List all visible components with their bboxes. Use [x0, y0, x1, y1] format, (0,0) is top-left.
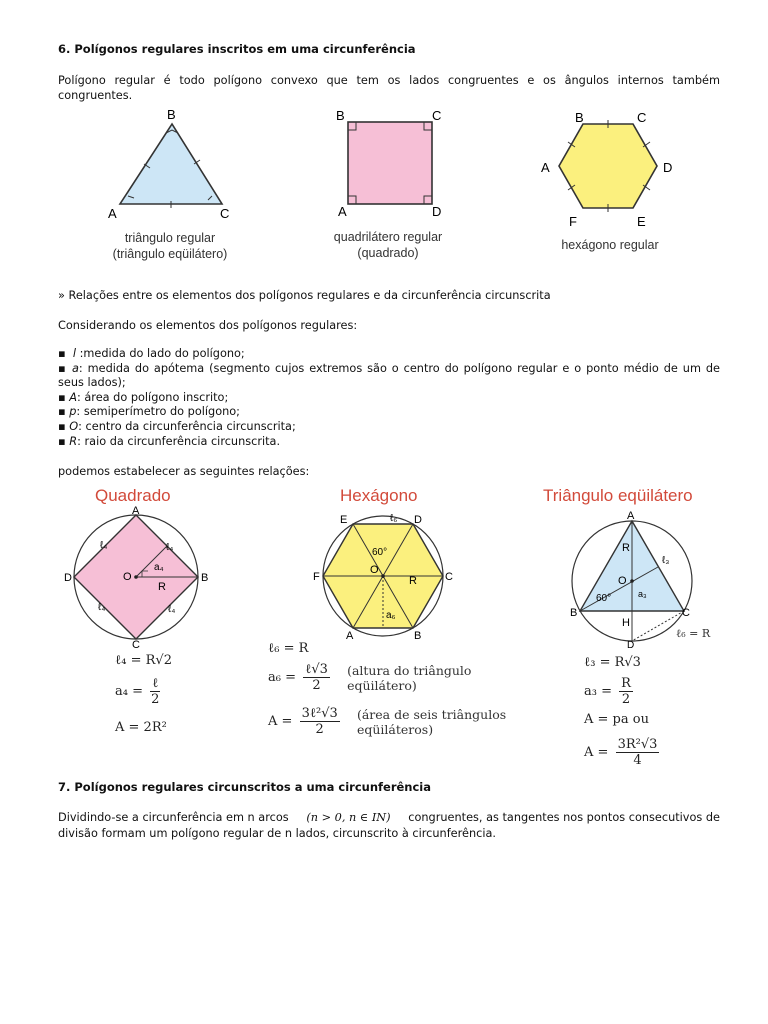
- triangulo-label-a: A: [627, 510, 635, 522]
- quadrado-title: Quadrado: [95, 486, 171, 505]
- hexagon-label-e: E: [637, 214, 646, 229]
- triangle-shape: [120, 124, 222, 204]
- hexagono-title: Hexágono: [340, 486, 418, 505]
- triangulo-label-o: O: [618, 575, 627, 587]
- hexagono-label-l6: ℓ₆: [390, 513, 398, 524]
- square-shape: [348, 122, 432, 204]
- hexagono-label-f: F: [313, 571, 320, 583]
- hexagono-label-c: C: [445, 571, 453, 583]
- square-label-d: D: [432, 204, 442, 219]
- relations-heading: » Relações entre os elementos dos polígonos regulares e da circunferência circunscrita: [58, 289, 551, 302]
- triangle-label-a: A: [108, 206, 117, 221]
- elements-list: [58, 347, 720, 449]
- section-6-title: 6. Polígonos regulares inscritos em uma circunferência: [58, 42, 416, 56]
- list-item: ▪ l :medida do lado do polígono;: [58, 347, 245, 360]
- quadrado-label-a: A: [132, 505, 140, 517]
- hexagono-label-angle: 60°: [372, 547, 388, 558]
- square-label-a: A: [338, 204, 347, 219]
- triangulo-label-r: R: [622, 542, 630, 554]
- hexagono-eq-area: A = $\frac{\text{3ℓ²√3}}{2}$ (área de seis triângulos eqüiláteros): [268, 706, 507, 737]
- quadrado-diagram: [62, 505, 218, 651]
- establish-text: podemos estabelecer as seguintes relações:: [58, 465, 310, 478]
- square-caption-line-2: (quadrado): [357, 246, 419, 260]
- considering-text: Considerando os elementos dos polígonos regulares:: [58, 319, 358, 332]
- hexagono-eq-apothem: a₆ = $\frac{\text{ℓ√3}}{2}$ (altura do triângulo eqüilátero): [268, 662, 472, 693]
- hexagon-shape: [559, 124, 657, 208]
- triangle-label-c: C: [220, 206, 230, 221]
- triangulo-label-l6-r: ℓ₆ = R: [676, 627, 711, 640]
- hexagono-label-e: E: [340, 514, 348, 526]
- triangulo-label-a3: a₃: [638, 589, 647, 599]
- hexagono-label-a6: a₆: [386, 610, 396, 621]
- quadrado-label-d: D: [64, 572, 72, 584]
- quadrado-label-l4-bl: ℓ₄: [98, 602, 106, 613]
- hexagon-label-d: D: [663, 160, 673, 175]
- section-7-line-1: Dividindo-se a circunferência em n arcos (n > 0, n ∈ IN) congruentes, as tangentes nos pontos consecutivos de: [58, 811, 720, 824]
- list-item: seus lados);: [58, 376, 126, 390]
- hexagon-label-c: C: [637, 110, 647, 125]
- triangulo-title: Triângulo eqüilátero: [543, 486, 693, 505]
- triangle-caption-line-1: triângulo regular: [124, 231, 216, 245]
- square-caption: [318, 229, 458, 261]
- hexagono-label-d: D: [414, 514, 422, 526]
- section-7-line-2: divisão formam um polígono regular de n lados, circunscrito à circunferência.: [58, 827, 496, 840]
- list-item: ▪ A: área do polígono inscrito;: [58, 390, 229, 404]
- hexagono-label-b: B: [414, 630, 422, 642]
- hexagon-label-b: B: [575, 110, 584, 125]
- hexagon-label-a: A: [541, 160, 550, 175]
- math-condition: (n > 0, n ∈ IN): [306, 811, 391, 824]
- hexagono-diagram: [310, 505, 460, 640]
- hexagono-label-a: A: [346, 630, 354, 642]
- triangulo-label-angle: 60°: [596, 593, 612, 604]
- square-label-b: B: [336, 108, 345, 123]
- triangulo-label-b: B: [570, 607, 578, 619]
- triangle-caption-line-2: (triângulo eqüilátero): [112, 247, 228, 261]
- triangulo-label-h: H: [622, 617, 630, 629]
- list-item: ▪ a: medida do apótema (segmento cujos extremos são o centro do polígono regular e o ponto médio de um de: [58, 361, 720, 375]
- quadrado-eq-area: A = 2R²: [115, 720, 167, 735]
- quadrado-label-l4-tl: ℓ₄: [100, 540, 108, 551]
- hexagon-caption: hexágono regular: [561, 238, 659, 252]
- triangle-caption: [95, 230, 245, 262]
- list-item: ▪ O: centro da circunferência circunscrita;: [58, 419, 296, 433]
- section-7-title: 7. Polígonos regulares circunscritos a uma circunferência: [58, 780, 432, 794]
- list-item: ▪ R: raio da circunferência circunscrita.: [58, 434, 281, 448]
- quadrado-eq-apothem: a₄ = $\frac{\text{ℓ}}{2}$: [115, 676, 160, 707]
- hexagono-eq-side: ℓ₆ = R: [268, 641, 309, 656]
- quadrado-label-b: B: [201, 572, 209, 584]
- hexagono-label-r: R: [409, 575, 417, 587]
- triangulo-label-c: C: [682, 607, 690, 619]
- quadrado-label-a4: a₄: [154, 562, 164, 573]
- square-caption-line-1: quadrilátero regular: [333, 230, 443, 244]
- triangulo-eq-area-pa: A = pa ou: [584, 712, 649, 727]
- quadrado-label-o: O: [123, 571, 132, 583]
- triangulo-label-d: D: [627, 640, 635, 651]
- triangulo-label-l3: ℓ₃: [662, 555, 670, 566]
- intro-line-1: Polígono regular é todo polígono convexo que tem os lados congruentes e os ângulos internos também: [58, 74, 720, 87]
- regular-square-figure: [330, 102, 450, 222]
- list-item: ▪ p: semiperímetro do polígono;: [58, 405, 240, 419]
- quadrado-label-r: R: [158, 581, 166, 593]
- intro-line-2: congruentes.: [58, 89, 133, 102]
- quadrado-label-l4-br: ℓ₄: [168, 604, 176, 615]
- quadrado-label-l4-tr: ℓ₄: [166, 542, 174, 553]
- triangulo-eq-apothem: a₃ = $\frac{R}{2}$: [584, 676, 631, 707]
- quadrado-label-c: C: [132, 639, 140, 651]
- triangulo-eq-side: ℓ₃ = R√3: [584, 655, 641, 670]
- triangulo-diagram: [560, 505, 720, 651]
- triangulo-eq-area: A = $\frac{\text{3R²√3}}{4}$: [584, 737, 658, 768]
- hexagono-label-o: O: [370, 564, 379, 576]
- square-label-c: C: [432, 108, 442, 123]
- regular-hexagon-figure: [535, 102, 685, 232]
- hexagon-label-f: F: [569, 214, 577, 229]
- quadrado-eq-side: ℓ₄ = R√2: [115, 653, 172, 668]
- triangle-label-b: B: [167, 107, 176, 122]
